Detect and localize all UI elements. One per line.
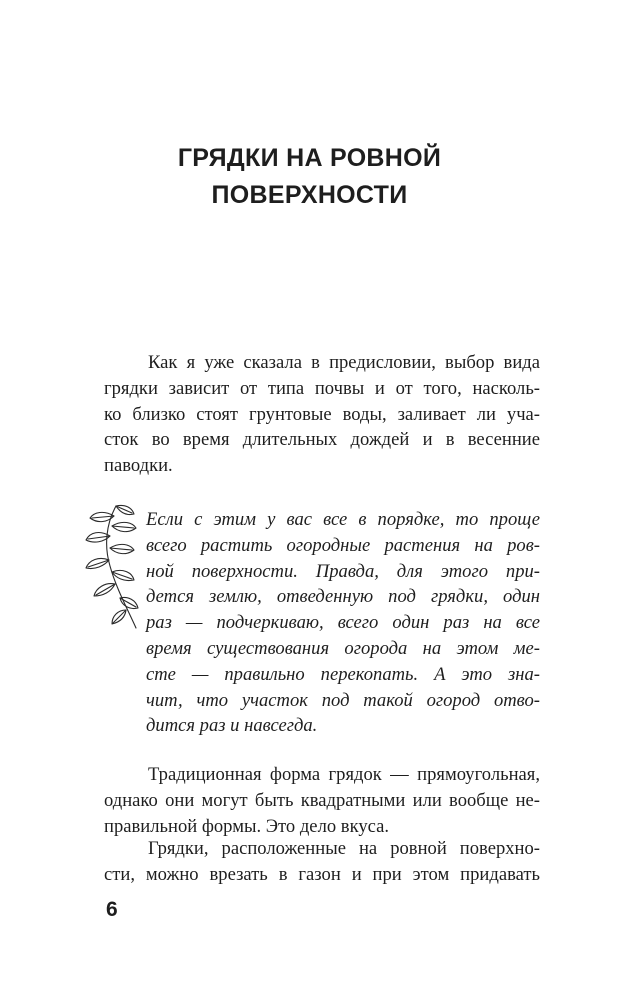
quote-line: сте — правильно перекопать. А это зна- [146,663,540,685]
chapter-title [0,140,619,214]
shape-line: Традиционная форма грядок — прямоугольная, [148,764,540,785]
quote-line: ной поверхности. Правда, для этого при- [146,560,540,582]
lawn-paragraph [104,836,540,888]
shape-line: правильной формы. Это дело вкуса. [104,815,390,837]
intro-paragraph [104,350,540,479]
intro-line: грядки зависит от типа почвы и от того, насколь- [104,377,540,399]
intro-line: Как я уже сказала в предисловии, выбор вида [148,352,540,373]
quote-line: всего растить огородные растения на ров- [146,534,540,556]
chapter-title-line-1: ГРЯДКИ НА РОВНОЙ [177,144,442,172]
quote-line: Если с этим у вас все в порядке, то проще [146,509,540,530]
intro-line: сток во время длительных дождей и в весенние [104,429,540,451]
lawn-line: Грядки, расположенные на ровной поверхно- [148,838,540,859]
highlighted-quote [146,507,540,739]
leaf-branch-icon [82,502,144,632]
intro-line: ко близко стоят грунтовые воды, заливает ли уча- [104,403,540,425]
quote-line: раз — подчеркиваю, всего один раз на все [146,612,540,634]
lawn-line: сти, можно врезать в газон и при этом придавать [104,863,540,885]
shape-paragraph [104,762,540,839]
intro-line: паводки. [104,455,173,477]
quote-line: дется землю, отведенную под грядки, один [146,586,540,608]
quote-line: дится раз и навсегда. [146,715,318,737]
quote-line: время существования огорода на этом ме- [146,637,540,659]
shape-line: однако они могут быть квадратными или вообще не- [104,789,540,811]
chapter-title-line-2: ПОВЕРХНОСТИ [211,181,408,209]
quote-line: чит, что участок под такой огород отво- [146,689,540,711]
page-number: 6 [106,898,118,921]
